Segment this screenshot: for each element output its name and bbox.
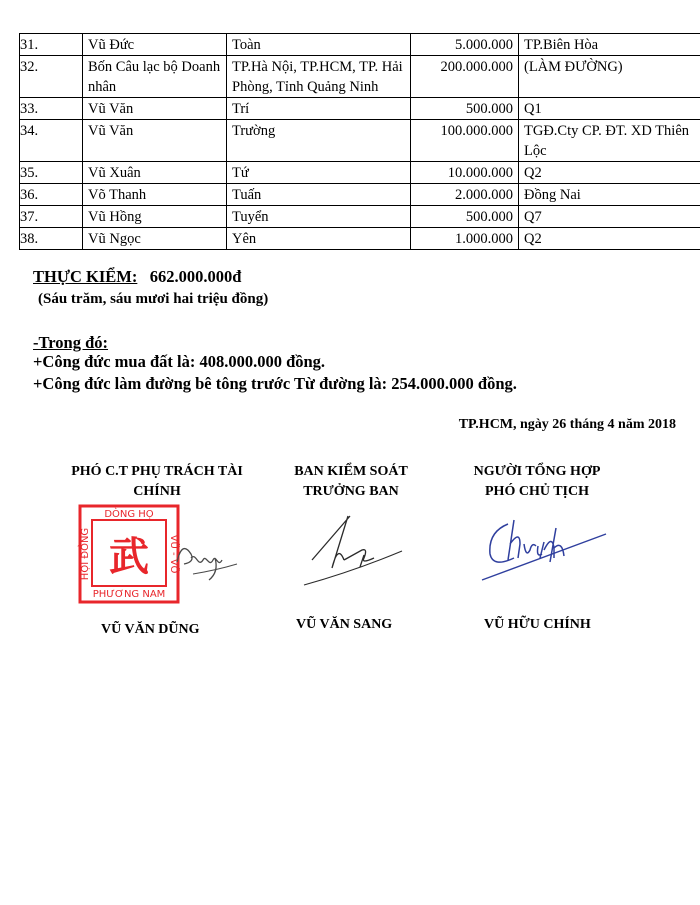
cell-first-name: Tuấn — [227, 184, 411, 206]
cell-address: Q2 — [519, 162, 700, 184]
cell-row-number: 38. — [20, 228, 83, 250]
cell-row-number: 35. — [20, 162, 83, 184]
signatory-2-title-line2: TRƯỞNG BAN — [303, 484, 399, 499]
signatory-3-title-line2: PHÓ CHỦ TỊCH — [485, 484, 589, 499]
cell-first-name: Tuyển — [227, 206, 411, 228]
breakdown-land: +Công đức mua đất là: 408.000.000 đồng. — [33, 352, 326, 371]
table-row — [20, 34, 700, 56]
signature-chinh — [478, 510, 608, 590]
cell-address: Q7 — [519, 206, 700, 228]
donor-table — [19, 33, 700, 250]
signatory-1-title-line2: CHÍNH — [133, 484, 181, 499]
cell-amount: 5.000.000 — [411, 34, 519, 56]
cell-row-number: 31. — [20, 34, 83, 56]
table-row — [20, 162, 700, 184]
cell-row-number: 36. — [20, 184, 83, 206]
cell-first-name: Yên — [227, 228, 411, 250]
stamp-text-left: HỘI ĐỒNG — [80, 527, 91, 581]
table-row — [20, 228, 700, 250]
table-row — [20, 56, 700, 98]
cell-address: (LÀM ĐƯỜNG) — [519, 56, 700, 98]
cell-amount: 100.000.000 — [411, 120, 519, 162]
cell-last-name: Bốn Câu lạc bộ Doanh nhân — [83, 56, 227, 98]
stamp-text-top: DÒNG HỌ — [104, 509, 154, 520]
donor-table-body — [20, 34, 700, 250]
cell-address: Q1 — [519, 98, 700, 120]
cell-amount: 500.000 — [411, 206, 519, 228]
table-row — [20, 206, 700, 228]
signatory-1-title — [52, 462, 262, 502]
cell-address: TGĐ.Cty CP. ĐT. XD Thiên Lộc — [519, 120, 700, 162]
cell-first-name: TP.Hà Nội, TP.HCM, TP. Hải Phòng, Tỉnh Quảng Ninh — [227, 56, 411, 98]
cell-amount: 500.000 — [411, 98, 519, 120]
breakdown-road: +Công đức làm đường bê tông trước Từ đường là: 254.000.000 đồng. — [33, 374, 517, 393]
table-row — [20, 120, 700, 162]
cell-last-name: Vũ Ngọc — [83, 228, 227, 250]
signature-dung — [165, 528, 245, 588]
cell-last-name: Vũ Đức — [83, 34, 227, 56]
stamp-text-right: VŨ - VÕ — [168, 534, 179, 574]
cell-first-name: Tứ — [227, 162, 411, 184]
cell-address: Q2 — [519, 228, 700, 250]
cell-amount: 1.000.000 — [411, 228, 519, 250]
cell-amount: 10.000.000 — [411, 162, 519, 184]
total-amount: 662.000.000đ — [149, 267, 242, 286]
cell-address: Đồng Nai — [519, 184, 700, 206]
cell-first-name: Trường — [227, 120, 411, 162]
cell-address: TP.Biên Hòa — [519, 34, 700, 56]
total-label: THỰC KIỂM: — [33, 267, 138, 286]
cell-first-name: Trí — [227, 98, 411, 120]
cell-row-number: 33. — [20, 98, 83, 120]
table-row — [20, 98, 700, 120]
signatory-1-title-line1: PHÓ C.T PHỤ TRÁCH TÀI — [71, 464, 243, 479]
date-line: TP.HCM, ngày 26 tháng 4 năm 2018 — [458, 417, 676, 432]
cell-last-name: Vũ Văn — [83, 120, 227, 162]
table-row — [20, 184, 700, 206]
signature-sang — [292, 505, 407, 595]
cell-last-name: Võ Thanh — [83, 184, 227, 206]
signatory-3-title-line1: NGƯỜI TỔNG HỢP — [473, 464, 601, 479]
signatory-3-title — [462, 462, 612, 502]
signatory-2-title-line1: BAN KIỂM SOÁT — [294, 464, 408, 479]
cell-first-name: Toàn — [227, 34, 411, 56]
total-line — [33, 267, 241, 287]
cell-amount: 200.000.000 — [411, 56, 519, 98]
cell-last-name: Vũ Xuân — [83, 162, 227, 184]
stamp-text-bottom: PHƯƠNG NAM — [92, 589, 166, 600]
cell-last-name: Vũ Hồng — [83, 206, 227, 228]
cell-row-number: 37. — [20, 206, 83, 228]
cell-amount: 2.000.000 — [411, 184, 519, 206]
signatory-3-name: VŨ HỮU CHÍNH — [484, 617, 591, 632]
cell-row-number: 34. — [20, 120, 83, 162]
cell-row-number: 32. — [20, 56, 83, 98]
signatory-1-name: VŨ VĂN DŨNG — [101, 622, 200, 637]
total-in-words: (Sáu trăm, sáu mươi hai triệu đồng) — [38, 291, 269, 307]
signatory-2-name: VŨ VĂN SANG — [296, 617, 393, 632]
cell-last-name: Vũ Văn — [83, 98, 227, 120]
breakdown-title: -Trong đó: — [33, 333, 109, 352]
signatory-2-title — [276, 462, 426, 502]
stamp-emblem: 武 — [109, 534, 149, 580]
